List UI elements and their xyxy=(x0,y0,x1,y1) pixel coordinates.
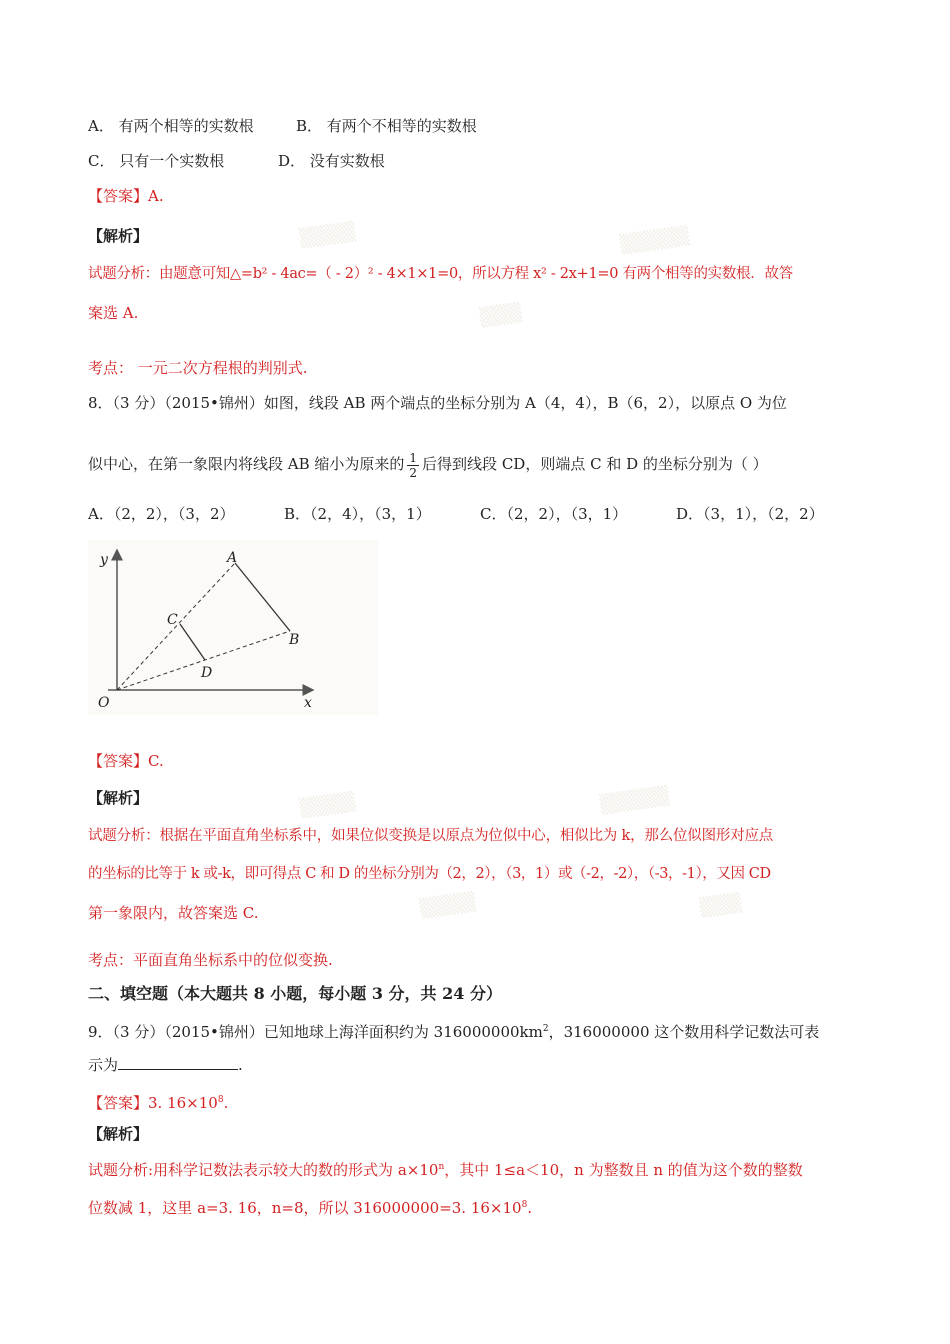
watermark: ▒▒▒▒▒ xyxy=(618,225,691,256)
q7-options-row1 xyxy=(88,116,477,136)
q7-answer: 【答案】A. xyxy=(88,187,164,205)
q9-analysis2-text-after: . xyxy=(527,1199,533,1217)
fraction-numerator: 1 xyxy=(409,450,418,465)
watermark: ▒▒▒ xyxy=(698,892,743,919)
label-x: x xyxy=(304,695,312,711)
q9-analysis-line2 xyxy=(88,1195,532,1218)
coordinate-figure xyxy=(88,540,378,715)
q8-analysis-line2: 的坐标的比等于 k 或-k，即可得点 C 和 D 的坐标分别为（2，2），（3，1）或（-2，-2），（-3，-1），又因 CD xyxy=(88,866,771,882)
q7-analysis-heading: 【解析】 xyxy=(88,227,149,245)
section-heading: 二、填空题（本大题共 8 小题，每小题 3 分，共 24 分） xyxy=(88,984,502,1003)
q9-answer-superscript: 8 xyxy=(217,1095,224,1105)
q8-kaodian: 考点：平面直角坐标系中的位似变换. xyxy=(88,951,333,969)
label-d: D xyxy=(201,665,213,681)
label-a: A xyxy=(227,550,238,566)
q8-analysis-line1: 试题分析：根据在平面直角坐标系中，如果位似变换是以原点为位似中心，相似比为 k，那么位似图形对应点 xyxy=(88,828,774,844)
q9-stem-line2 xyxy=(88,1055,243,1075)
watermark: ▒▒▒▒ xyxy=(298,791,357,820)
label-c: C xyxy=(167,612,178,628)
q8-stem-text-before: 似中心，在第一象限内将线段 AB 缩小为原来的 xyxy=(88,455,405,473)
answer-blank xyxy=(118,1055,238,1070)
label-b: B xyxy=(289,632,300,648)
q9-analysis-heading: 【解析】 xyxy=(88,1125,149,1143)
q9-stem-end: . xyxy=(238,1056,243,1074)
q8-answer: 【答案】C. xyxy=(88,752,164,770)
q8-stem-text-after: 后得到线段 CD，则端点 C 和 D 的坐标分别为（ ） xyxy=(422,455,768,473)
q9-stem-text-before: 9．（3 分）（2015•锦州）已知地球上海洋面积约为 316000000km xyxy=(88,1023,543,1041)
coordinate-diagram xyxy=(88,540,378,715)
q9-answer-text: 【答案】3. 16×10 xyxy=(88,1094,218,1112)
q7-option-c: C． 只有一个实数根 xyxy=(88,152,225,170)
watermark: ▒▒▒▒▒ xyxy=(598,785,671,816)
q8-analysis-line3: 第一象限内，故答案选 C. xyxy=(88,904,259,922)
label-y: y xyxy=(100,552,108,568)
q7-analysis-line2: 案选 A. xyxy=(88,304,139,322)
dashed-line-ob xyxy=(117,631,290,690)
q9-analysis2-text-before: 位数减 1，这里 a=3. 16，n=8，所以 316000000=3. 16×10 xyxy=(88,1199,522,1217)
q7-analysis-line1: 试题分析：由题意可知△=b² - 4ac=（ - 2）² - 4×1×1=0，所以方程 x² - 2x+1=0 有两个相等的实数根．故答 xyxy=(88,266,793,282)
q9-stem-prefix: 示为 xyxy=(88,1056,119,1074)
fraction-denominator: 2 xyxy=(409,465,418,480)
q8-stem-line2 xyxy=(88,446,768,482)
q8-options xyxy=(88,504,824,524)
fraction-one-half xyxy=(407,451,419,480)
watermark: ▒▒▒ xyxy=(478,302,523,329)
q8-option-d: D．（3，1），（2，2） xyxy=(676,505,824,523)
q8-option-c: C．（2，2），（3，1） xyxy=(480,505,628,523)
q9-analysis-text-after: ，其中 1≤a＜10，n 为整数且 n 的值为这个数的整数 xyxy=(444,1161,803,1179)
q9-stem-text-after: ，316000000 这个数用科学记数法可表 xyxy=(548,1023,820,1041)
q8-stem-line1: 8．（3 分）（2015•锦州）如图，线段 AB 两个端点的坐标分别为 A（4，4），B（6，2），以原点 O 为位 xyxy=(88,394,787,412)
q9-stem-line1 xyxy=(88,1019,819,1042)
q9-analysis-text-before: 试题分析:用科学记数法表示较大的数的形式为 a×10 xyxy=(88,1161,439,1179)
q7-option-a: A． 有两个相等的实数根 xyxy=(88,117,254,135)
label-o: O xyxy=(98,695,110,711)
q9-analysis-superscript: n xyxy=(438,1162,445,1172)
watermark: ▒▒▒▒ xyxy=(298,221,357,250)
q8-option-a: A．（2，2），（3，2） xyxy=(88,505,235,523)
q8-option-b: B．（2，4），（3，1） xyxy=(284,505,431,523)
segment-ab xyxy=(235,563,290,631)
q8-analysis-heading: 【解析】 xyxy=(88,789,149,807)
q9-answer xyxy=(88,1090,228,1113)
q9-analysis-line1 xyxy=(88,1157,803,1180)
q7-options-row2 xyxy=(88,151,385,171)
q9-stem-superscript: 2 xyxy=(542,1024,549,1034)
segment-cd xyxy=(180,624,205,660)
q7-kaodian: 考点： 一元二次方程根的判别式. xyxy=(88,359,308,377)
q9-analysis2-superscript: 8 xyxy=(521,1200,528,1210)
q9-answer-end: . xyxy=(223,1094,229,1112)
q7-option-b: B． 有两个不相等的实数根 xyxy=(296,117,477,135)
watermark: ▒▒▒▒ xyxy=(418,891,477,920)
q7-option-d: D． 没有实数根 xyxy=(278,152,385,170)
